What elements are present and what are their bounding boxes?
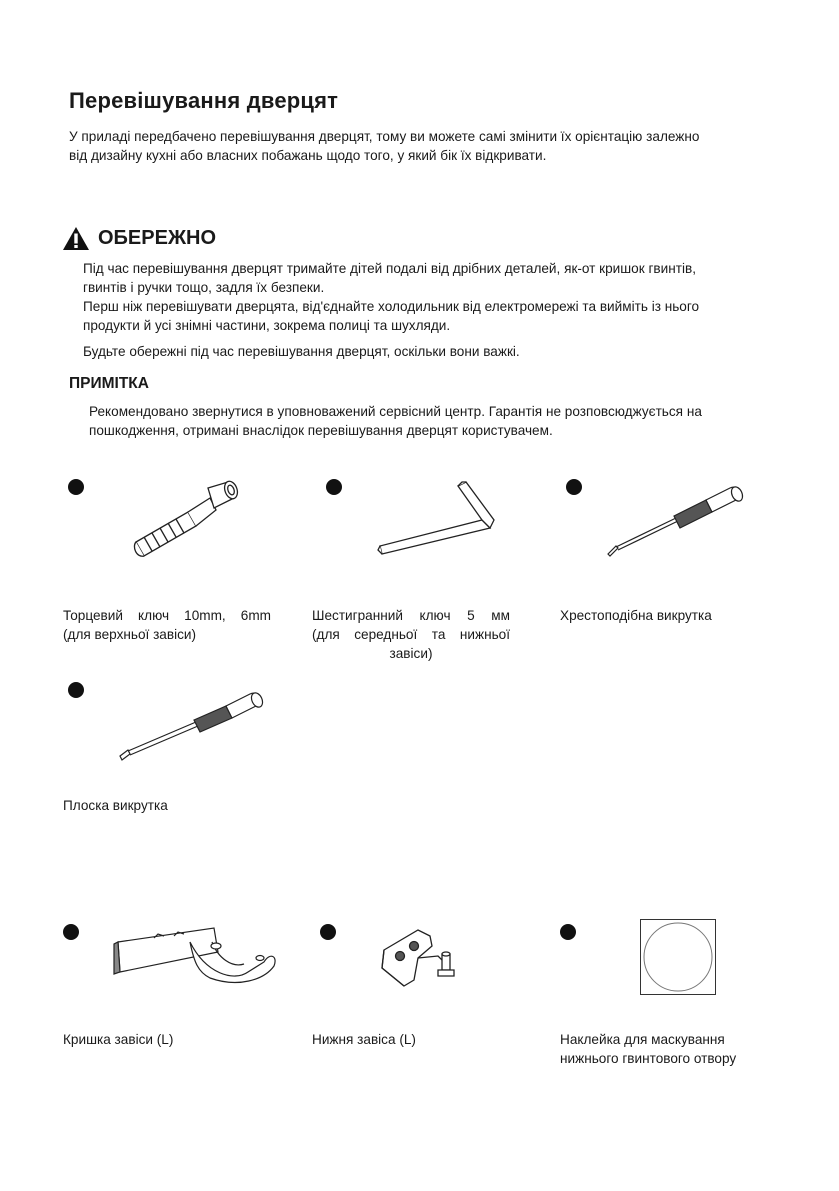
caption-line: (для верхньої завіси) — [63, 627, 197, 642]
caption-line: завіси) — [389, 646, 433, 661]
intro-paragraph — [69, 127, 789, 165]
item-bullet — [326, 479, 342, 495]
part-caption — [560, 1030, 736, 1068]
item-bullet — [68, 479, 84, 495]
tool-caption — [312, 644, 510, 663]
note-heading: ПРИМІТКА — [69, 375, 149, 392]
intro-line: У приладі передбачено перевішування дверцят, тому ви можете самі змінити їх орієнтацію залежно — [69, 129, 700, 144]
item-bullet — [320, 924, 336, 940]
tool-caption — [63, 606, 271, 625]
caution-label: ОБЕРЕЖНО — [98, 227, 217, 249]
note-text — [89, 402, 779, 440]
note-line: пошкодження, отримані внаслідок перевішування дверцят користувачем. — [89, 423, 553, 438]
hex-key-icon — [378, 480, 498, 555]
tool-caption — [63, 796, 168, 815]
caution-line: продукти й усі знімні частини, зокрема полиці та шухляди. — [83, 318, 451, 333]
tool-caption — [560, 606, 712, 625]
flat-screwdriver-icon — [118, 686, 263, 766]
intro-line: від дизайну кухні або власних побажань щодо того, у який бік їх відкривати. — [69, 148, 547, 163]
lower-hinge-icon — [378, 920, 470, 1000]
part-caption — [312, 1030, 416, 1049]
caution-line: Будьте обережні під час перевішування дверцят, оскільки вони важкі. — [83, 344, 520, 359]
caption-line: (для середньої та нижньої — [312, 627, 510, 642]
item-bullet — [566, 479, 582, 495]
part-caption — [63, 1030, 173, 1049]
caption-line: Плоска викрутка — [63, 798, 168, 813]
hinge-cover-icon — [114, 922, 280, 988]
screw-hole-sticker-icon — [640, 919, 716, 995]
tool-caption — [312, 625, 510, 644]
caption-line: Шестигранний ключ 5 мм — [312, 608, 510, 623]
note-line: Рекомендовано звернутися в уповноважений сервісний центр. Гарантія не розповсюджується на — [89, 404, 702, 419]
caution-line: гвинтів і ручки тощо, задля їх безпеки. — [83, 280, 325, 295]
caution-heading — [62, 226, 216, 251]
caption-line: Нижня завіса (L) — [312, 1032, 416, 1047]
caption-line: Наклейка для маскування — [560, 1032, 725, 1047]
caution-line: Під час перевішування дверцят тримайте дітей подалі від дрібних деталей, як-от кришок гвинтів, — [83, 261, 696, 276]
item-bullet — [560, 924, 576, 940]
phillips-screwdriver-icon — [606, 480, 746, 560]
socket-wrench-icon — [130, 480, 260, 560]
item-bullet — [63, 924, 79, 940]
item-bullet — [68, 682, 84, 698]
warning-icon — [62, 226, 90, 251]
tool-caption — [312, 606, 510, 625]
caption-line: Хрестоподібна викрутка — [560, 608, 712, 623]
caption-line: Торцевий ключ 10mm, 6mm — [63, 608, 271, 623]
tool-caption — [63, 625, 271, 644]
caution-text — [83, 259, 793, 361]
page-title: Перевішування дверцят — [69, 88, 339, 113]
caption-line: нижнього гвинтового отвору — [560, 1051, 737, 1066]
caution-line: Перш ніж перевішувати дверцята, від'єднайте холодильник від електромережі та вийміть із нього — [83, 299, 700, 314]
caption-line: Кришка завіси (L) — [63, 1032, 174, 1047]
